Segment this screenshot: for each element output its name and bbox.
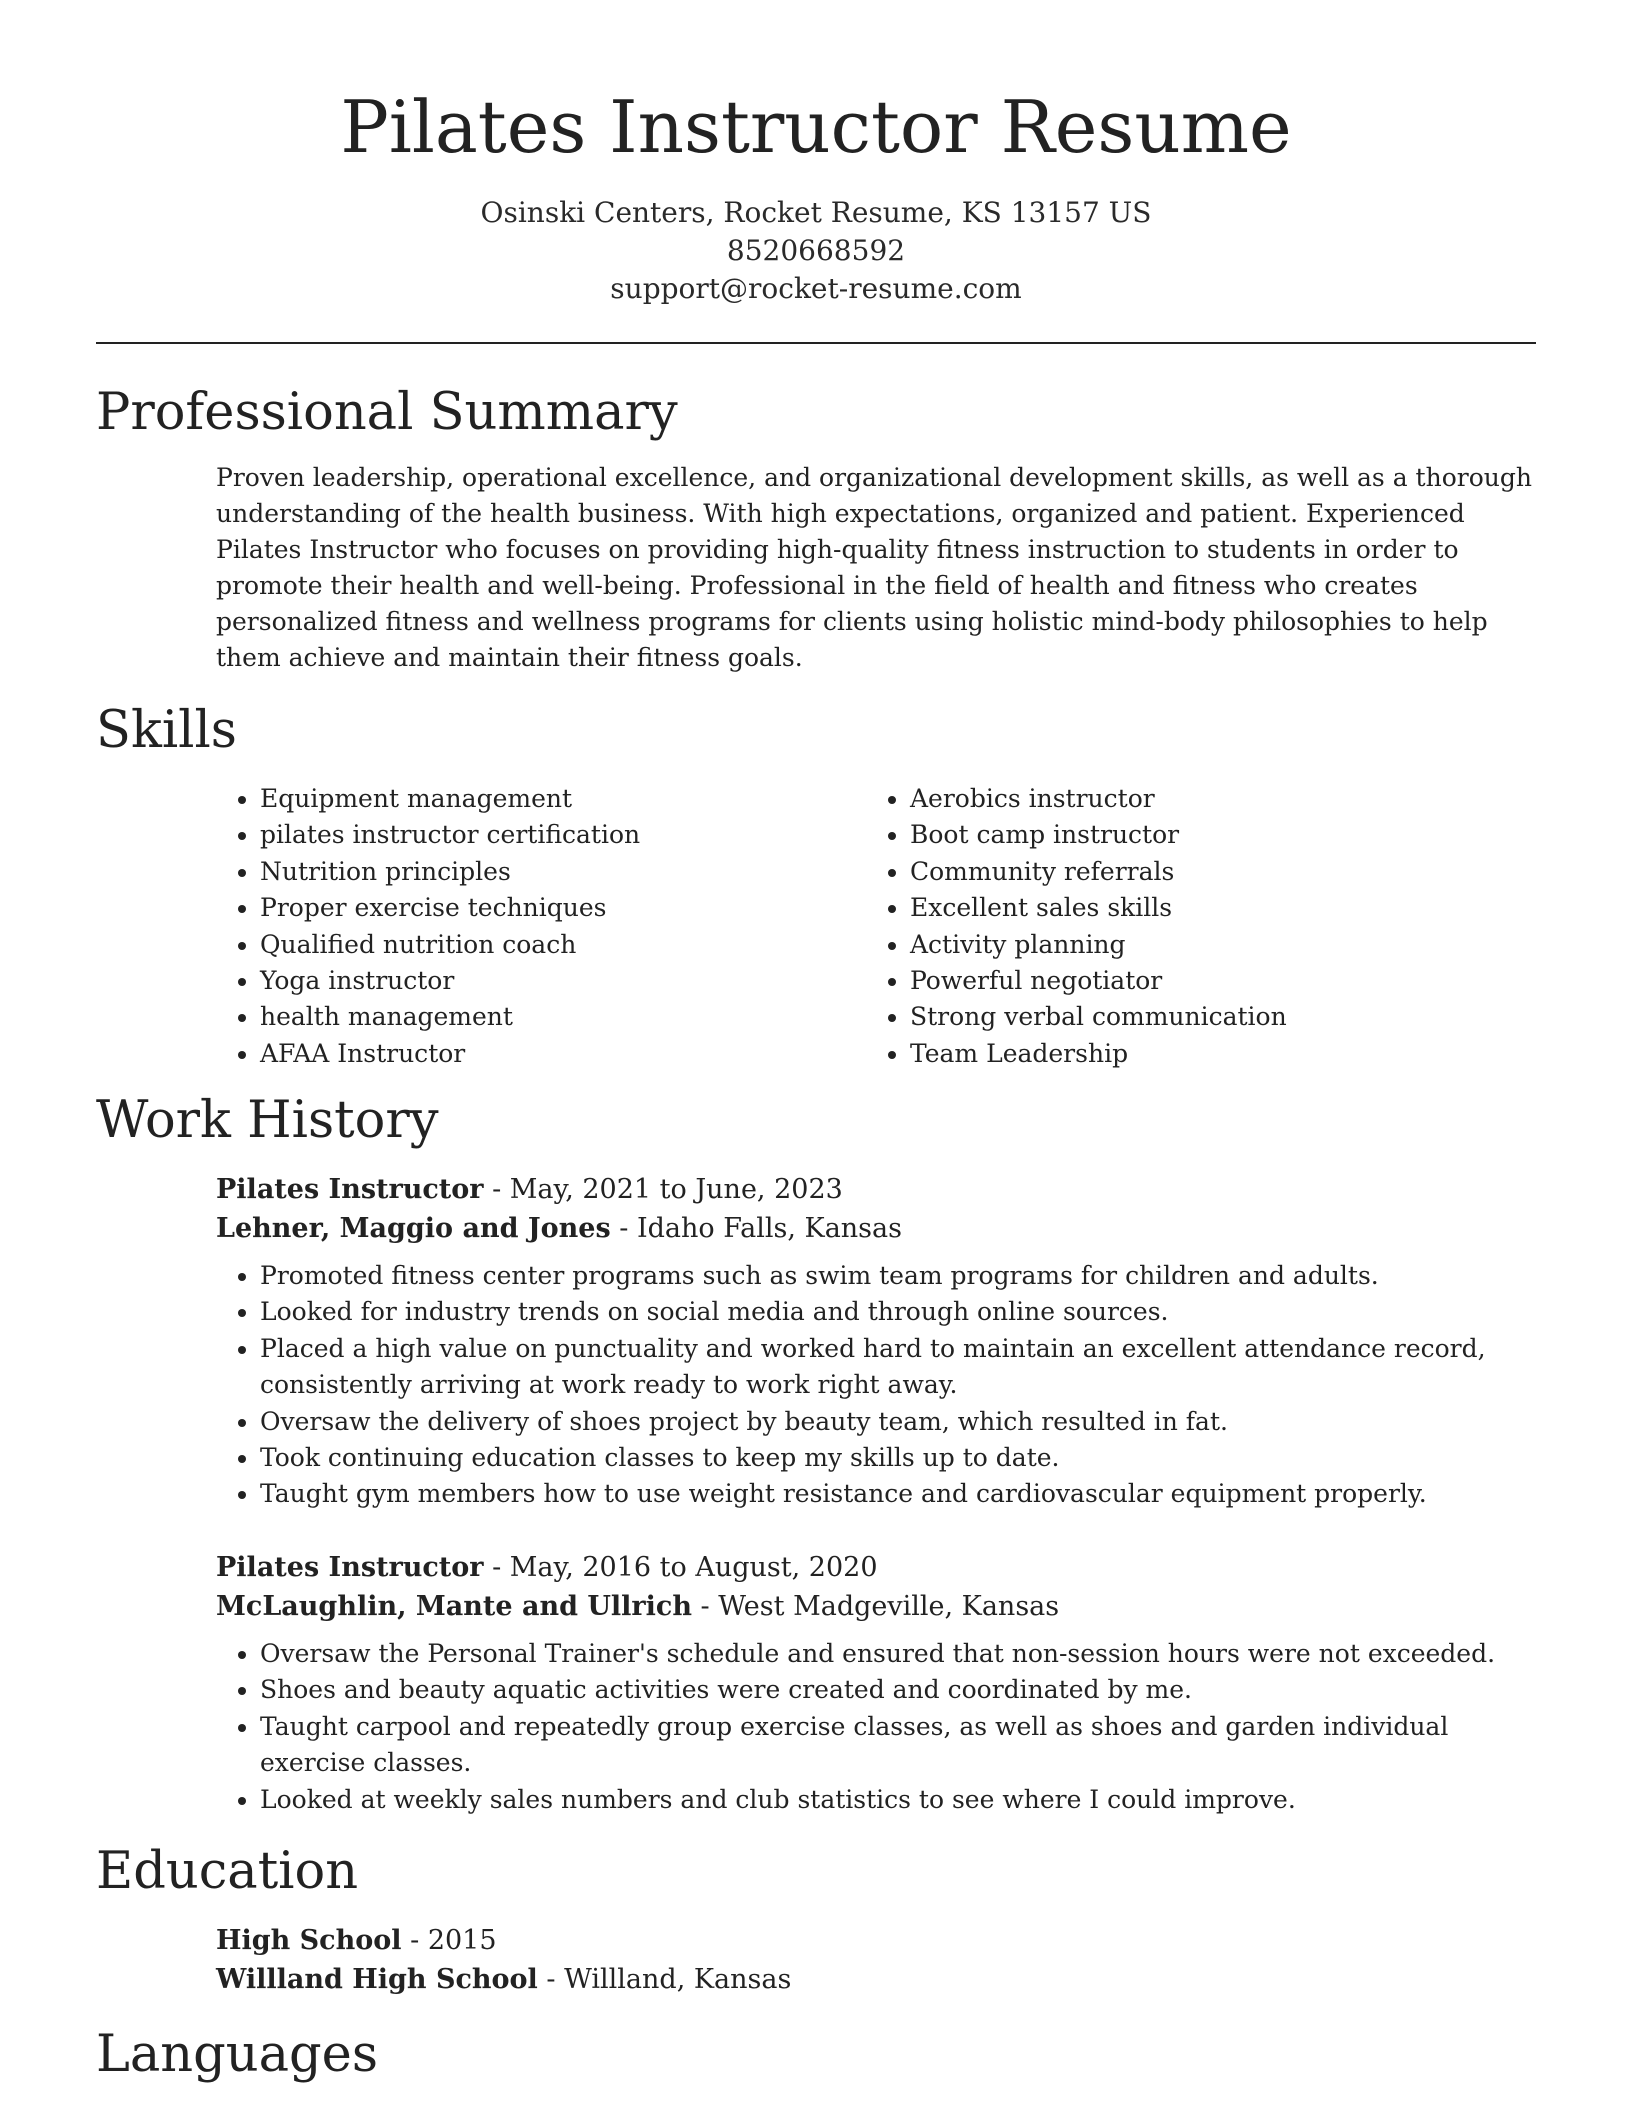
- languages-heading: Languages: [96, 2025, 379, 2084]
- job-bullet: • Shoes and beauty aquatic activities were created and coordinated by me.: [260, 1672, 1536, 1708]
- contact-phone: 8520668592: [726, 234, 906, 267]
- job-bullets: [216, 1636, 1536, 1818]
- contact-block: [96, 194, 1536, 308]
- skill-item: • Activity planning: [910, 927, 1516, 963]
- skill-item: • Proper exercise techniques: [260, 890, 866, 926]
- job-title-line: [216, 1170, 1536, 1209]
- job-bullet: • Promoted fitness center programs such as swim team programs for children and adults.: [260, 1258, 1536, 1294]
- job-company-line: [216, 1209, 1536, 1248]
- education-location: - Willland, Kansas: [537, 1964, 792, 1995]
- job-title: Pilates Instructor: [216, 1174, 484, 1205]
- job-entry: [216, 1170, 1536, 1513]
- skill-item: • Equipment management: [260, 781, 866, 817]
- job-location: - Idaho Falls, Kansas: [610, 1213, 902, 1244]
- job-bullet: • Looked for industry trends on social media and through online sources.: [260, 1294, 1536, 1330]
- skills-heading: Skills: [96, 701, 237, 760]
- skills-column-right: [866, 781, 1516, 1072]
- job-company: McLaughlin, Mante and Ullrich: [216, 1591, 692, 1622]
- job-title: Pilates Instructor: [216, 1552, 484, 1583]
- resume-title: Pilates Instructor Resume: [340, 85, 1292, 169]
- job-title-line: [216, 1548, 1536, 1587]
- header-divider: [96, 342, 1536, 344]
- job-bullet: • Looked at weekly sales numbers and club statistics to see where I could improve.: [260, 1782, 1536, 1818]
- job-bullet: • Taught carpool and repeatedly group exercise classes, as well as shoes and garden individual exercise classes.: [260, 1709, 1536, 1782]
- summary-text: Proven leadership, operational excellence, and organizational development skills, as well as a thorough understanding of the health business. With high expectations, organized and patient. Experienced Pilates Instructor who focuses on providing high-quality fitness instruction to students in order to promote their health and well-being. Professional in the field of health and fitness who creates personalized fitness and wellness programs for clients using holistic mind-body philosophies to help them achieve and maintain their fitness goals.: [216, 463, 1532, 672]
- skill-item: • Boot camp instructor: [910, 817, 1516, 853]
- job-bullet: • Oversaw the delivery of shoes project by beauty team, which resulted in fat.: [260, 1404, 1536, 1440]
- skill-item: • Team Leadership: [910, 1036, 1516, 1072]
- skill-item: • Qualified nutrition coach: [260, 927, 866, 963]
- job-company-line: [216, 1587, 1536, 1626]
- education-school: Willland High School: [216, 1964, 538, 1995]
- job-bullet: • Oversaw the Personal Trainer's schedule and ensured that non-session hours were not exceeded.: [260, 1636, 1536, 1672]
- education-year: - 2015: [401, 1925, 497, 1956]
- work-heading: Work History: [96, 1091, 439, 1150]
- education-heading: Education: [96, 1842, 359, 1901]
- skill-item: • health management: [260, 999, 866, 1035]
- skills-column-left: [216, 781, 866, 1072]
- skill-item: • Nutrition principles: [260, 854, 866, 890]
- job-dates: - May, 2021 to June, 2023: [483, 1174, 843, 1205]
- education-school-line: [216, 1960, 1536, 1999]
- job-bullet: • Took continuing education classes to keep my skills up to date.: [260, 1440, 1536, 1476]
- job-location: - West Madgeville, Kansas: [691, 1591, 1060, 1622]
- skill-item: • Aerobics instructor: [910, 781, 1516, 817]
- job-company: Lehner, Maggio and Jones: [216, 1213, 611, 1244]
- skill-item: • Powerful negotiator: [910, 963, 1516, 999]
- job-bullet: • Placed a high value on punctuality and worked hard to maintain an excellent attendance record, consistently arriving at work ready to work right away.: [260, 1331, 1536, 1404]
- job-dates: - May, 2016 to August, 2020: [483, 1552, 878, 1583]
- skill-item: • AFAA Instructor: [260, 1036, 866, 1072]
- job-bullet: • Taught gym members how to use weight resistance and cardiovascular equipment properly.: [260, 1476, 1536, 1512]
- skill-item: • Yoga instructor: [260, 963, 866, 999]
- resume-header: [96, 84, 1536, 308]
- education-entry: [216, 1921, 1536, 1999]
- skill-item: • Strong verbal communication: [910, 999, 1516, 1035]
- contact-email: support@rocket-resume.com: [610, 272, 1022, 305]
- education-degree-line: [216, 1921, 1536, 1960]
- skills-list: [216, 781, 1536, 1072]
- job-entry: [216, 1548, 1536, 1818]
- skill-item: • Excellent sales skills: [910, 890, 1516, 926]
- summary-heading: Professional Summary: [96, 383, 678, 442]
- contact-address: Osinski Centers, Rocket Resume, KS 13157 US: [480, 196, 1152, 229]
- skill-item: • Community referrals: [910, 854, 1516, 890]
- education-degree: High School: [216, 1925, 402, 1956]
- skill-item: • pilates instructor certification: [260, 817, 866, 853]
- job-bullets: [216, 1258, 1536, 1513]
